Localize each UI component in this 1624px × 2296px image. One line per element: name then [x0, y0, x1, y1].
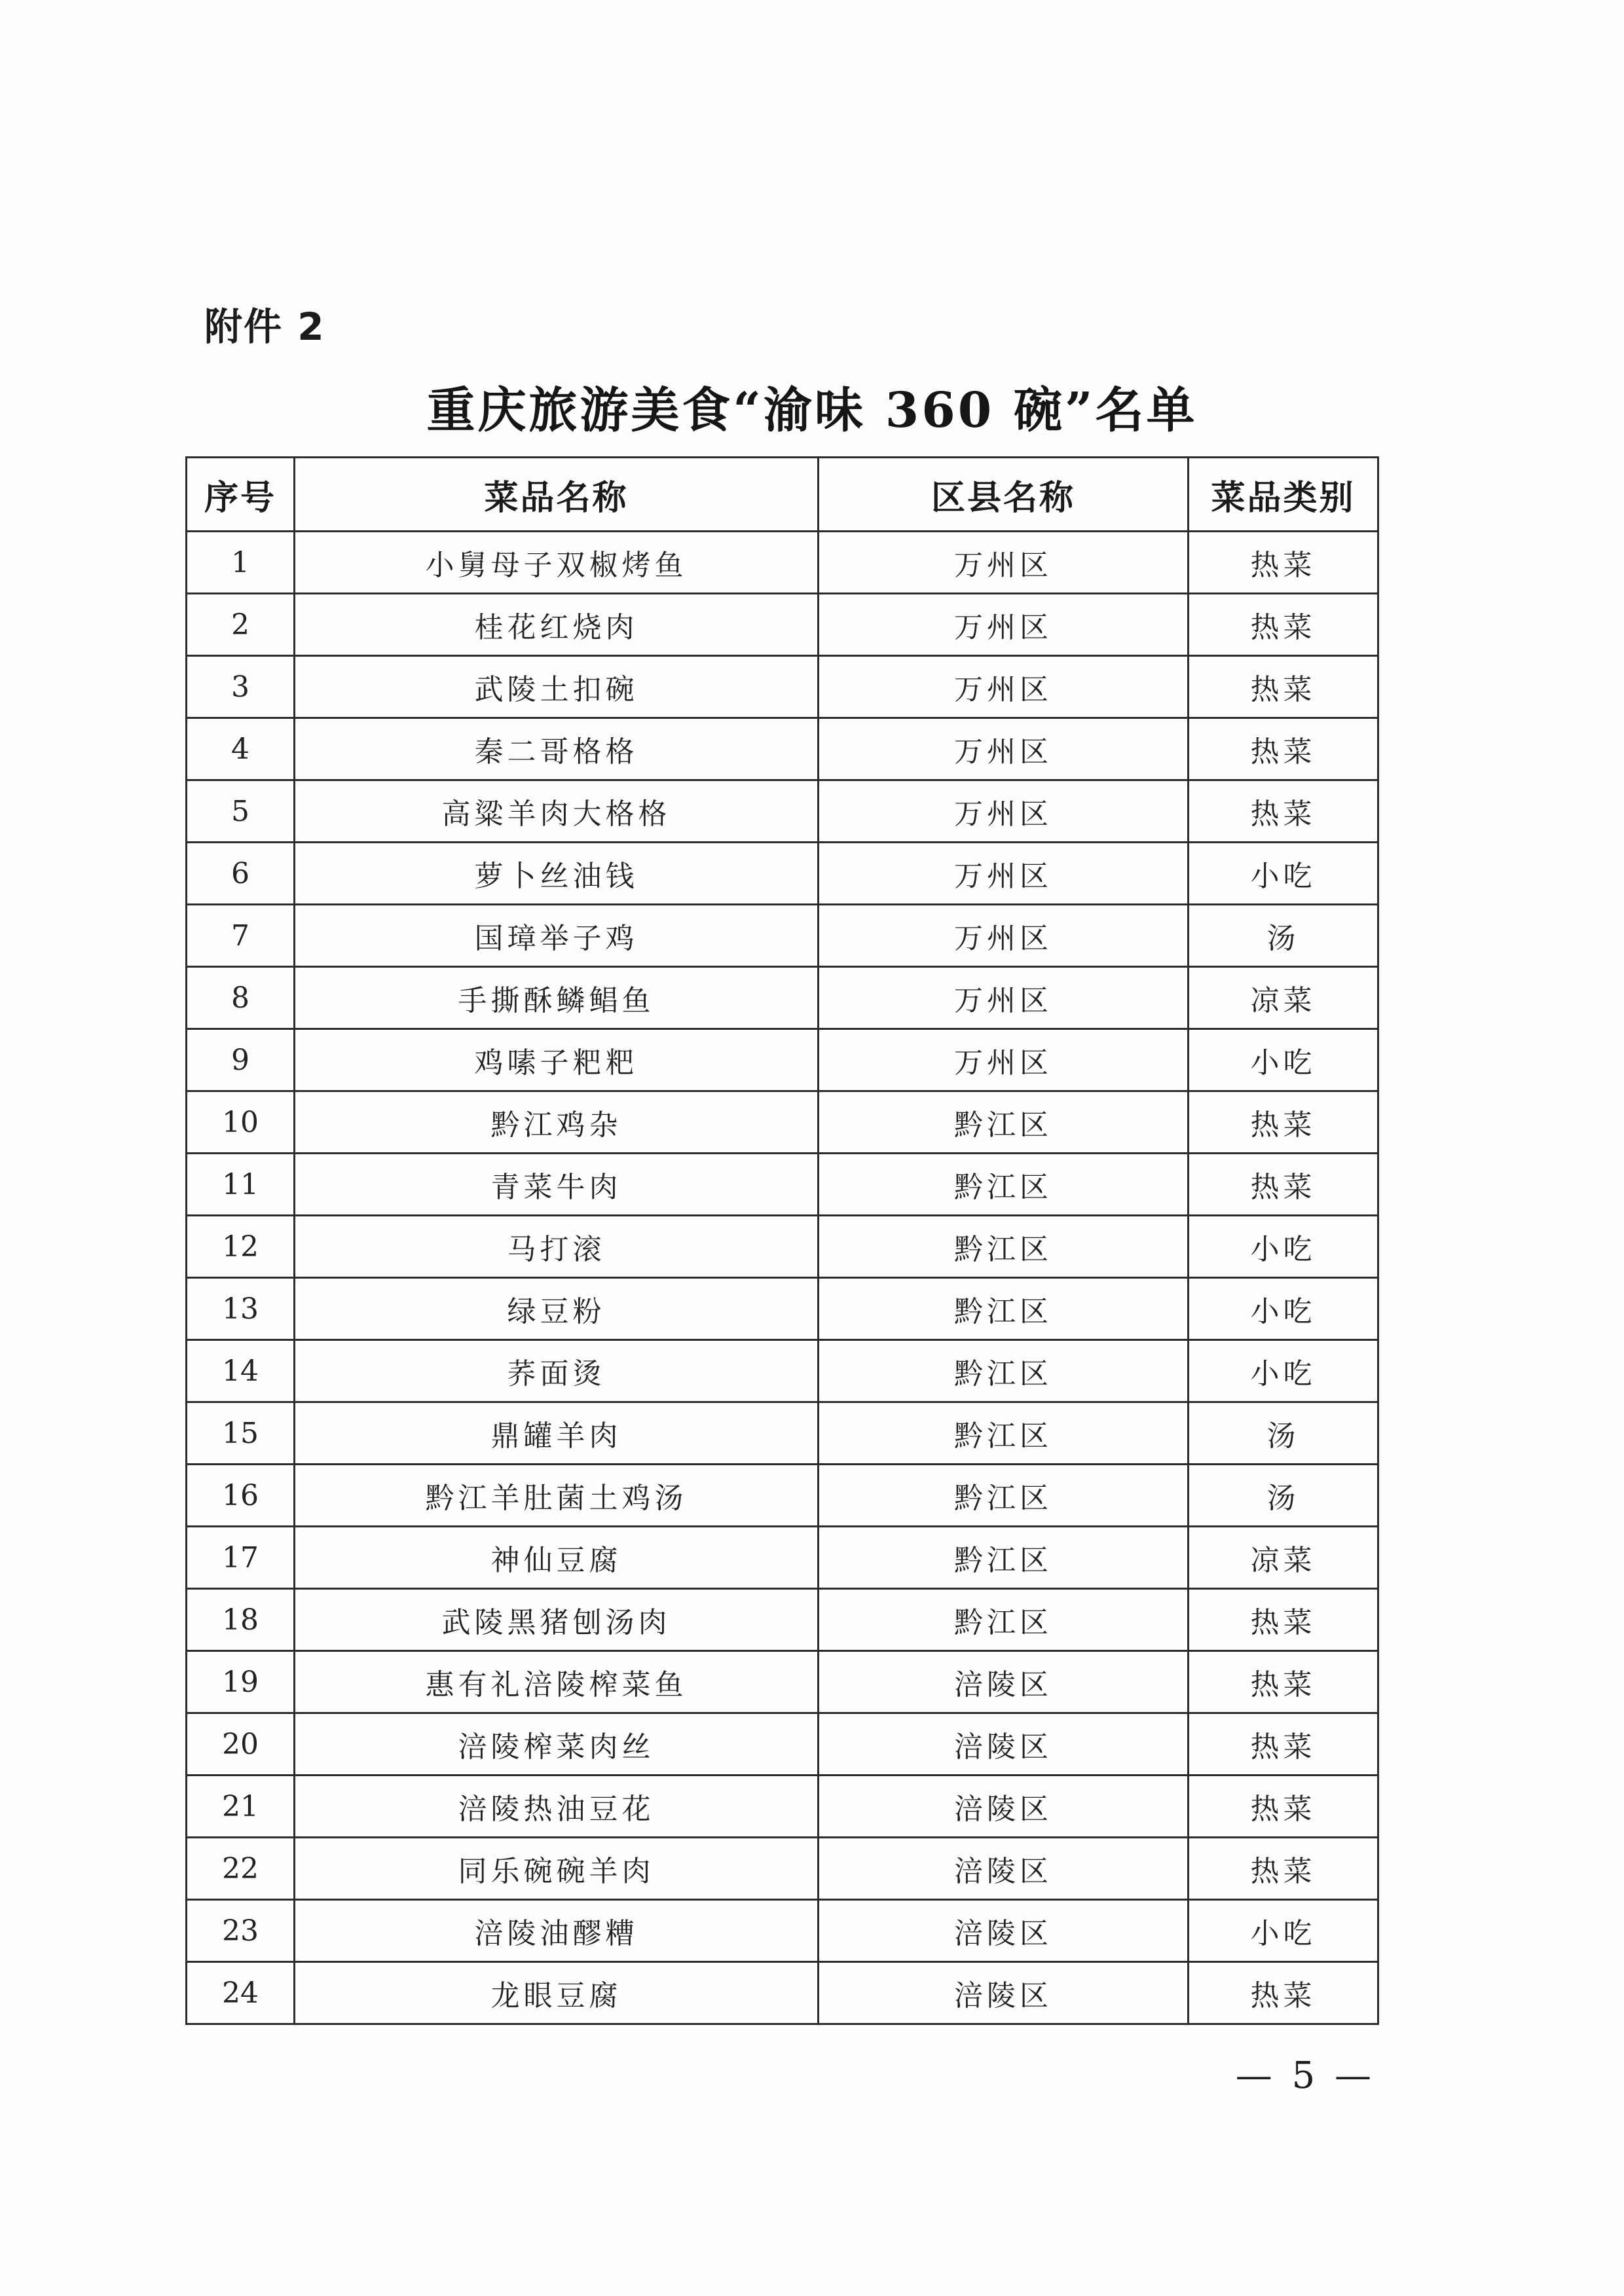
cell-category: 热菜	[1189, 1962, 1378, 2024]
table-row	[187, 780, 1378, 843]
table-row	[187, 1713, 1378, 1776]
column-header-index: 序号	[187, 458, 295, 532]
cell-index: 15	[187, 1402, 295, 1465]
cell-index: 8	[187, 967, 295, 1029]
column-header-dish-name: 菜品名称	[295, 458, 819, 532]
table-row	[187, 1340, 1378, 1402]
dish-list-table	[185, 456, 1379, 2025]
table-row	[187, 1900, 1378, 1962]
cell-district: 涪陵区	[819, 1900, 1189, 1962]
cell-dish-name: 涪陵榨菜肉丝	[295, 1713, 819, 1776]
cell-category: 热菜	[1189, 718, 1378, 780]
cell-dish-name: 同乐碗碗羊肉	[295, 1838, 819, 1900]
cell-district: 万州区	[819, 967, 1189, 1029]
table-row	[187, 1651, 1378, 1713]
cell-district: 万州区	[819, 532, 1189, 594]
cell-index: 23	[187, 1900, 295, 1962]
cell-dish-name: 马打滚	[295, 1216, 819, 1278]
cell-index: 14	[187, 1340, 295, 1402]
cell-dish-name: 涪陵热油豆花	[295, 1776, 819, 1838]
cell-category: 热菜	[1189, 1838, 1378, 1900]
table-row	[187, 1216, 1378, 1278]
table-row	[187, 656, 1378, 718]
cell-category: 热菜	[1189, 1091, 1378, 1154]
table-header-row	[187, 458, 1378, 532]
attachment-label: 附件 2	[204, 304, 325, 349]
table-row	[187, 1029, 1378, 1091]
cell-district: 涪陵区	[819, 1962, 1189, 2024]
table-row	[187, 1589, 1378, 1651]
cell-category: 热菜	[1189, 656, 1378, 718]
cell-dish-name: 武陵黑猪刨汤肉	[295, 1589, 819, 1651]
cell-dish-name: 绿豆粉	[295, 1278, 819, 1340]
cell-dish-name: 神仙豆腐	[295, 1527, 819, 1589]
cell-category: 热菜	[1189, 1651, 1378, 1713]
cell-index: 5	[187, 780, 295, 843]
cell-category: 小吃	[1189, 843, 1378, 905]
cell-dish-name: 武陵土扣碗	[295, 656, 819, 718]
cell-district: 万州区	[819, 656, 1189, 718]
cell-category: 热菜	[1189, 1776, 1378, 1838]
cell-dish-name: 鸡嗉子粑粑	[295, 1029, 819, 1091]
cell-category: 热菜	[1189, 1589, 1378, 1651]
cell-district: 涪陵区	[819, 1713, 1189, 1776]
cell-district: 涪陵区	[819, 1651, 1189, 1713]
cell-category: 热菜	[1189, 532, 1378, 594]
table-row	[187, 1091, 1378, 1154]
cell-dish-name: 秦二哥格格	[295, 718, 819, 780]
table-row	[187, 905, 1378, 967]
cell-index: 11	[187, 1154, 295, 1216]
table-row	[187, 532, 1378, 594]
cell-dish-name: 黔江鸡杂	[295, 1091, 819, 1154]
cell-district: 黔江区	[819, 1402, 1189, 1465]
page-number: — 5 —	[1235, 2054, 1375, 2097]
cell-index: 18	[187, 1589, 295, 1651]
cell-district: 黔江区	[819, 1216, 1189, 1278]
cell-dish-name: 青菜牛肉	[295, 1154, 819, 1216]
cell-district: 黔江区	[819, 1589, 1189, 1651]
cell-category: 小吃	[1189, 1900, 1378, 1962]
cell-category: 凉菜	[1189, 1527, 1378, 1589]
cell-index: 16	[187, 1465, 295, 1527]
cell-dish-name: 惠有礼涪陵榨菜鱼	[295, 1651, 819, 1713]
column-header-district: 区县名称	[819, 458, 1189, 532]
table-body	[187, 532, 1378, 2024]
cell-dish-name: 手撕酥鳞鲳鱼	[295, 967, 819, 1029]
cell-index: 20	[187, 1713, 295, 1776]
cell-index: 24	[187, 1962, 295, 2024]
document-title: 重庆旅游美食“渝味 360 碗”名单	[426, 382, 1198, 439]
cell-dish-name: 黔江羊肚菌土鸡汤	[295, 1465, 819, 1527]
cell-district: 万州区	[819, 843, 1189, 905]
cell-index: 6	[187, 843, 295, 905]
cell-category: 汤	[1189, 1402, 1378, 1465]
cell-district: 万州区	[819, 594, 1189, 656]
cell-district: 涪陵区	[819, 1838, 1189, 1900]
cell-dish-name: 高粱羊肉大格格	[295, 780, 819, 843]
table-row	[187, 1776, 1378, 1838]
cell-index: 1	[187, 532, 295, 594]
table-row	[187, 1838, 1378, 1900]
cell-district: 万州区	[819, 1029, 1189, 1091]
cell-category: 热菜	[1189, 1713, 1378, 1776]
cell-category: 凉菜	[1189, 967, 1378, 1029]
cell-district: 黔江区	[819, 1278, 1189, 1340]
cell-dish-name: 桂花红烧肉	[295, 594, 819, 656]
cell-district: 万州区	[819, 905, 1189, 967]
cell-category: 热菜	[1189, 780, 1378, 843]
cell-index: 9	[187, 1029, 295, 1091]
cell-dish-name: 鼎罐羊肉	[295, 1402, 819, 1465]
cell-dish-name: 荞面烫	[295, 1340, 819, 1402]
cell-district: 黔江区	[819, 1527, 1189, 1589]
cell-index: 21	[187, 1776, 295, 1838]
cell-index: 17	[187, 1527, 295, 1589]
table-row	[187, 1154, 1378, 1216]
cell-category: 小吃	[1189, 1278, 1378, 1340]
cell-district: 万州区	[819, 718, 1189, 780]
cell-district: 黔江区	[819, 1465, 1189, 1527]
cell-category: 小吃	[1189, 1340, 1378, 1402]
cell-index: 4	[187, 718, 295, 780]
cell-index: 2	[187, 594, 295, 656]
cell-dish-name: 国璋举子鸡	[295, 905, 819, 967]
cell-dish-name: 小舅母子双椒烤鱼	[295, 532, 819, 594]
cell-district: 黔江区	[819, 1091, 1189, 1154]
cell-dish-name: 龙眼豆腐	[295, 1962, 819, 2024]
cell-district: 黔江区	[819, 1154, 1189, 1216]
cell-category: 热菜	[1189, 594, 1378, 656]
table-row	[187, 1278, 1378, 1340]
table-row	[187, 718, 1378, 780]
cell-category: 汤	[1189, 905, 1378, 967]
cell-index: 7	[187, 905, 295, 967]
cell-district: 涪陵区	[819, 1776, 1189, 1838]
cell-category: 汤	[1189, 1465, 1378, 1527]
table-row	[187, 843, 1378, 905]
cell-index: 10	[187, 1091, 295, 1154]
table-row	[187, 1962, 1378, 2024]
column-header-category: 菜品类别	[1189, 458, 1378, 532]
table-row	[187, 967, 1378, 1029]
cell-index: 19	[187, 1651, 295, 1713]
cell-dish-name: 萝卜丝油钱	[295, 843, 819, 905]
cell-index: 3	[187, 656, 295, 718]
cell-category: 小吃	[1189, 1216, 1378, 1278]
cell-district: 万州区	[819, 780, 1189, 843]
cell-district: 黔江区	[819, 1340, 1189, 1402]
table-row	[187, 1465, 1378, 1527]
table-row	[187, 594, 1378, 656]
cell-dish-name: 涪陵油醪糟	[295, 1900, 819, 1962]
cell-index: 13	[187, 1278, 295, 1340]
cell-index: 22	[187, 1838, 295, 1900]
table-row	[187, 1402, 1378, 1465]
cell-category: 热菜	[1189, 1154, 1378, 1216]
cell-index: 12	[187, 1216, 295, 1278]
cell-category: 小吃	[1189, 1029, 1378, 1091]
table-row	[187, 1527, 1378, 1589]
